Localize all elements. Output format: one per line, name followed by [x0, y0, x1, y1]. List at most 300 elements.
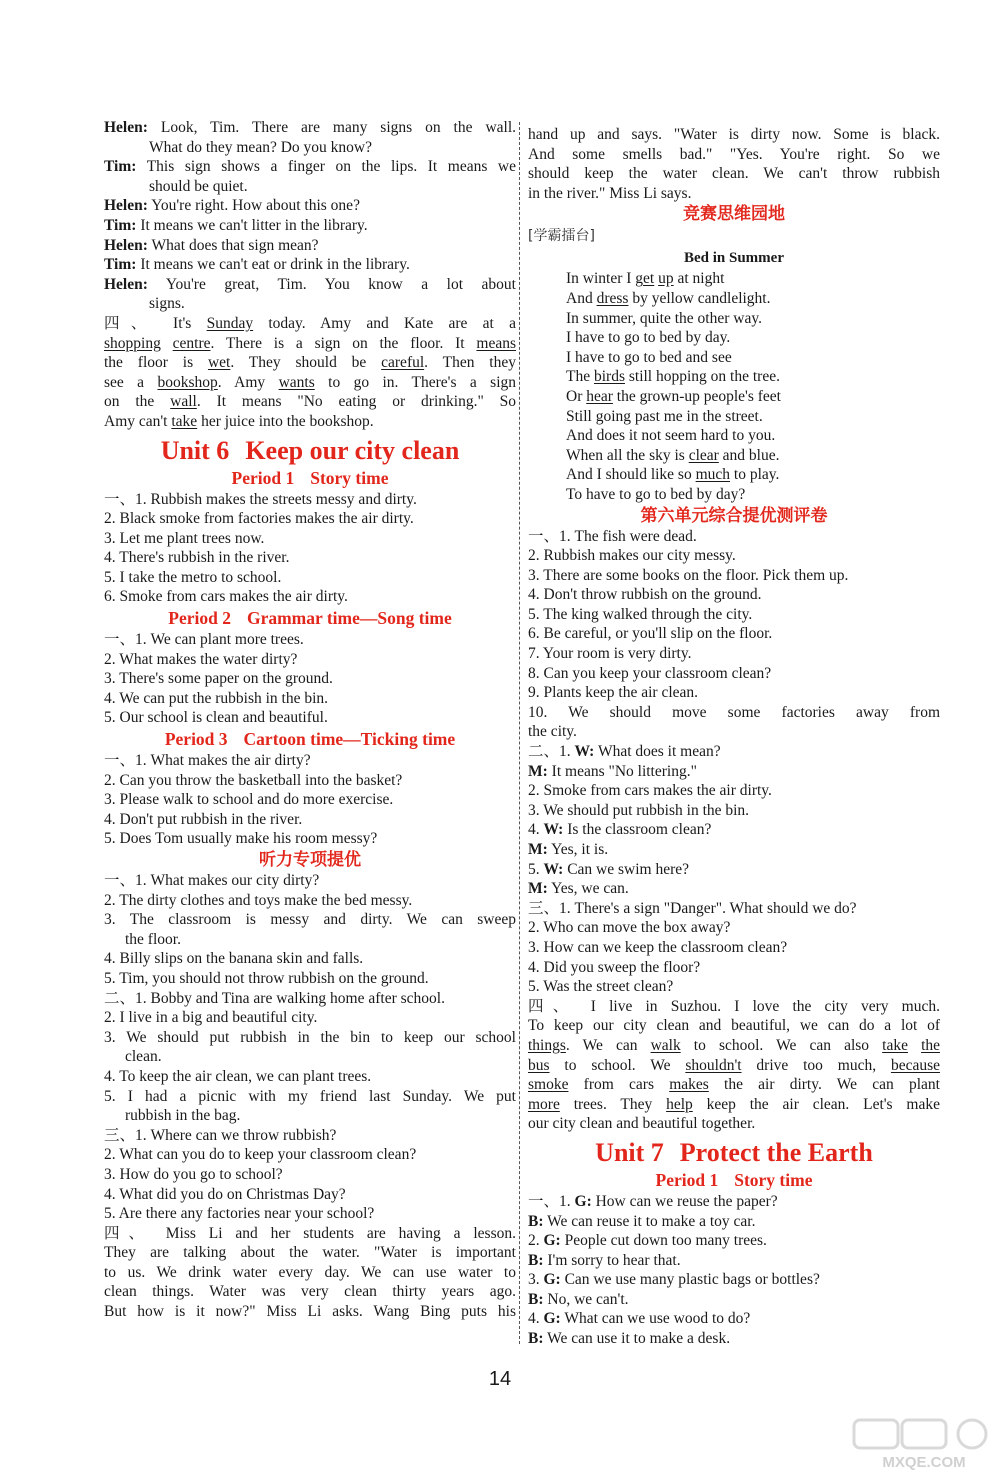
- line-text: 2. Smoke from cars makes the air dirty.: [528, 782, 772, 800]
- poem-line: [528, 328, 940, 348]
- line-text: should keep the water clean. We can't throw rubbish: [528, 165, 940, 183]
- line-text: But how is it now?" Miss Li asks. Wang Bing puts his: [104, 1303, 516, 1321]
- text-segment: to go in. There's a sign: [314, 373, 517, 391]
- line-text: It means "No littering.": [551, 762, 697, 780]
- speaker: M:: [528, 841, 548, 858]
- test-answers: [528, 527, 940, 997]
- watermark-text: MXQE.COM: [882, 1454, 966, 1470]
- answer-line: 4. We can put the rubbish in the bin.: [104, 689, 329, 707]
- underlined-word: much: [695, 466, 731, 484]
- answer-line: [104, 891, 516, 911]
- answer-line: [528, 1231, 940, 1251]
- text-segment: . We can: [565, 1036, 651, 1054]
- speaker: Helen:: [104, 236, 148, 254]
- answer-line: [528, 1309, 940, 1329]
- continued-passage: [528, 125, 940, 203]
- answer-line: [528, 644, 940, 664]
- answer-line: [104, 1087, 516, 1107]
- passage-line: [528, 1056, 940, 1076]
- line-text: 7. Your room is very dirty.: [528, 645, 692, 663]
- answer-line: [528, 722, 940, 742]
- line-text: You're right. How about this one?: [151, 197, 360, 215]
- answer-line: [528, 703, 940, 723]
- text-segment: And does it not seem hard to you.: [566, 427, 776, 445]
- underlined-word: help: [666, 1095, 693, 1113]
- underlined-word: means: [476, 334, 517, 352]
- poem-line: [528, 367, 940, 387]
- period-3-heading: Period 3 Cartoon time—Ticking time: [164, 729, 456, 750]
- contest-heading: 竞赛思维园地: [683, 204, 785, 225]
- line-text: They are talking about the water. "Water is important: [104, 1244, 516, 1262]
- passage-line: [528, 184, 940, 204]
- passage-line: [528, 997, 940, 1017]
- line-text: 一、1. What makes our city dirty?: [104, 872, 320, 889]
- text-segment: the air dirty. We can plant: [708, 1076, 940, 1094]
- line-text: 3. How do you go to school?: [104, 1165, 283, 1183]
- speaker: W:: [574, 743, 595, 761]
- answer-line: 5. Our school is clean and beautiful.: [104, 709, 328, 727]
- underlined-word: wet: [207, 354, 231, 372]
- poem-line: [528, 289, 940, 309]
- answer-line: [104, 1185, 516, 1205]
- answer-line: 一、1. Rubbish makes the streets messy and dirty.: [104, 490, 417, 508]
- line-text: You're great, Tim. You know a lot about: [165, 275, 516, 293]
- unit-7-answers: [528, 1192, 940, 1349]
- answer-line: [528, 742, 940, 762]
- speaker: M:: [528, 880, 548, 898]
- answer-line: [528, 1251, 940, 1271]
- text-segment: 四、 It's: [104, 314, 207, 332]
- line-text: 四、 Miss Li and her students are having a lesson.: [104, 1224, 516, 1242]
- underlined-word: clear: [688, 446, 719, 464]
- item-number: 一、1.: [528, 1192, 575, 1210]
- text-segment: by yellow candlelight.: [628, 289, 771, 307]
- poem-line: [528, 269, 940, 289]
- left-column: [104, 118, 516, 1322]
- text-segment: . Amy: [217, 373, 279, 391]
- speaker: G:: [543, 1271, 561, 1289]
- answer-line: [104, 1282, 516, 1302]
- line-text: 2. Who can move the box away?: [528, 919, 731, 937]
- line-text: 2. What can you do to keep your classroom clean?: [104, 1146, 417, 1164]
- text-segment: Amy can't: [104, 412, 172, 430]
- line-text: 3. We should put rubbish in the bin to keep our school: [104, 1028, 516, 1046]
- speaker: G:: [543, 1232, 561, 1250]
- text-segment: still hopping on the tree.: [624, 368, 780, 386]
- text-segment: I have to go to bed and see: [566, 348, 732, 366]
- speaker: B:: [528, 1251, 544, 1269]
- passage-four-right: [528, 997, 940, 1134]
- speaker: Tim:: [104, 256, 137, 274]
- answer-line: [528, 840, 940, 860]
- poem-line: [528, 465, 940, 485]
- answer-line: [104, 1028, 516, 1048]
- answer-line: [528, 527, 940, 547]
- answer-line: [528, 899, 940, 919]
- line-text: 4. Don't throw rubbish on the ground.: [528, 586, 762, 604]
- passage-line: [528, 1016, 940, 1036]
- underlined-word: shouldn't: [685, 1056, 742, 1074]
- text-segment: our city clean and beautiful together.: [528, 1115, 756, 1133]
- line-text: signs.: [149, 295, 185, 313]
- line-text: Yes, it is.: [551, 841, 609, 858]
- speaker: M:: [528, 762, 548, 780]
- underlined-word: more: [528, 1095, 560, 1113]
- dialogue-line: [104, 177, 516, 197]
- text-segment: Still going past me in the street.: [566, 407, 763, 425]
- line-text: the city.: [528, 723, 577, 741]
- line-text: 3. There are some books on the floor. Pick them up.: [528, 566, 849, 584]
- line-text: What can we use wood to do?: [564, 1310, 751, 1328]
- item-number: 5.: [528, 860, 544, 878]
- text-segment: And: [566, 289, 597, 307]
- line-text: 一、1. The fish were dead.: [528, 527, 697, 545]
- answer-line: [104, 1302, 516, 1322]
- passage-line: [104, 334, 516, 354]
- listening-heading: 听力专项提优: [259, 850, 361, 870]
- underlined-word: birds: [593, 368, 625, 386]
- line-text: 3. We should put rubbish in the bin.: [528, 801, 750, 819]
- line-text: in the river." Miss Li says.: [528, 184, 692, 202]
- line-text: What do they mean? Do you know?: [149, 138, 372, 156]
- line-text: This sign shows a finger on the lips. It means we: [146, 158, 516, 176]
- line-text: hand up and says. "Water is dirty now. Some is black.: [528, 126, 940, 143]
- underlined-word: take: [171, 412, 198, 430]
- dialogue-line: [104, 236, 516, 256]
- text-segment: see a: [104, 373, 158, 391]
- answer-line: [528, 781, 940, 801]
- answer-line: [528, 605, 940, 625]
- answer-line: 一、1. What makes the air dirty?: [104, 752, 311, 770]
- underlined-word: Sunday: [206, 314, 254, 332]
- poem-line: [528, 485, 940, 505]
- line-text: We can use it to make a desk.: [547, 1330, 731, 1348]
- passage-line: [104, 412, 516, 432]
- answer-line: [528, 918, 940, 938]
- line-text: 三、1. Where can we throw rubbish?: [104, 1126, 337, 1144]
- answer-line: [104, 871, 516, 891]
- line-text: 6. Be careful, or you'll slip on the floor.: [528, 625, 773, 643]
- dialogue-line: [104, 275, 516, 295]
- underlined-word: shopping: [104, 334, 161, 352]
- answer-line: 3. There's some paper on the ground.: [104, 670, 333, 688]
- line-text: 3. The classroom is messy and dirty. We can sweep: [104, 911, 516, 929]
- line-text: People cut down too many trees.: [564, 1232, 767, 1250]
- answer-line: [104, 1067, 516, 1087]
- passage-line: [528, 1095, 940, 1115]
- answer-line: 2. What makes the water dirty?: [104, 650, 298, 668]
- passage-line: [528, 145, 940, 165]
- item-number: 2.: [528, 1232, 544, 1250]
- item-number: 4.: [528, 1310, 544, 1328]
- answer-line: [528, 566, 940, 586]
- text-segment: to play.: [730, 466, 780, 484]
- answer-line: [528, 938, 940, 958]
- dialogue-line: [104, 118, 516, 138]
- column-divider: [519, 122, 520, 1344]
- text-segment: [161, 335, 173, 352]
- line-text: 2. The dirty clothes and toys make the bed messy.: [104, 891, 413, 909]
- passage-four: [104, 314, 516, 432]
- answer-line: 2. Can you throw the basketball into the basket?: [104, 771, 403, 789]
- text-segment: I have to go to bed by day.: [566, 329, 731, 347]
- text-segment: To have to go to bed by day?: [566, 485, 746, 503]
- text-segment: In winter I: [566, 270, 636, 288]
- underlined-word: things: [528, 1036, 566, 1054]
- right-column: [528, 125, 940, 1349]
- speaker: B:: [528, 1330, 544, 1348]
- underlined-word: smoke: [528, 1076, 569, 1094]
- speaker: Tim:: [104, 216, 137, 234]
- text-segment: trees. They: [559, 1095, 667, 1113]
- answer-line: 2. Black smoke from factories makes the air dirty.: [104, 510, 414, 528]
- answer-line: [528, 1192, 940, 1212]
- line-text: 4. Billy slips on the banana skin and falls.: [104, 950, 364, 968]
- text-segment: the grown-up people's feet: [612, 387, 781, 405]
- answer-line: [528, 958, 940, 978]
- period-2-answers: [104, 630, 516, 728]
- line-text: 4. To keep the air clean, we can plant trees.: [104, 1067, 372, 1085]
- test-heading: 第六单元综合提优测评卷: [640, 505, 828, 526]
- text-segment: from cars: [568, 1076, 670, 1094]
- answer-line: [528, 1270, 940, 1290]
- text-segment: Or: [566, 387, 587, 405]
- line-text: Look, Tim. There are many signs on the wall.: [160, 119, 516, 136]
- answer-line: [528, 1212, 940, 1232]
- line-text: We can reuse it to make a toy car.: [547, 1212, 756, 1230]
- text-segment: at night: [673, 270, 725, 288]
- poem: [528, 269, 940, 504]
- item-number: 二、1.: [528, 743, 575, 761]
- line-text: How can we reuse the paper?: [595, 1192, 778, 1210]
- line-text: 2. Rubbish makes our city messy.: [528, 547, 736, 565]
- poem-line: [528, 348, 940, 368]
- dialogue-line: [104, 138, 516, 158]
- answer-line: [528, 860, 940, 880]
- text-segment: The: [566, 368, 594, 386]
- period-3-answers: [104, 751, 516, 849]
- underlined-word: bookshop: [157, 373, 218, 391]
- answer-line: [528, 801, 940, 821]
- speaker: G:: [574, 1192, 592, 1210]
- line-text: Can we swim here?: [567, 860, 689, 878]
- passage-line: [104, 353, 516, 373]
- underlined-word: dress: [596, 289, 629, 307]
- text-segment: In summer, quite the other way.: [566, 309, 762, 327]
- underlined-word: wants: [278, 373, 315, 391]
- answer-line: [104, 1008, 516, 1028]
- text-segment: on the: [104, 393, 171, 411]
- answer-line: [528, 664, 940, 684]
- answer-line: 一、1. We can plant more trees.: [104, 631, 304, 649]
- poem-title: Bed in Summer: [683, 250, 784, 267]
- passage-line: [104, 392, 516, 412]
- text-segment: today. Amy and Kate are at a: [253, 314, 516, 332]
- passage-line: [528, 1114, 940, 1134]
- text-segment: . They should be: [230, 354, 382, 372]
- passage-line: [528, 125, 940, 145]
- text-segment: To keep our city clean and beautiful, we can do a lot of: [528, 1017, 940, 1035]
- text-segment: 四、 I live in Suzhou. I love the city very much.: [528, 997, 940, 1015]
- answer-line: 5. Does Tom usually make his room messy?: [104, 830, 378, 848]
- answer-line: [104, 1145, 516, 1165]
- line-text: I'm sorry to hear that.: [547, 1251, 681, 1269]
- answer-line: [528, 683, 940, 703]
- poem-line: [528, 446, 940, 466]
- text-segment: keep the air clean. Let's make: [692, 1095, 940, 1113]
- answer-line: [104, 1126, 516, 1146]
- text-segment: drive too much,: [741, 1056, 891, 1074]
- unit-7-heading: Unit 7 Protect the Earth: [595, 1137, 873, 1167]
- speaker: Tim:: [104, 158, 137, 176]
- poem-line: [528, 387, 940, 407]
- passage-line: [528, 1036, 940, 1056]
- text-segment: the floor is: [104, 354, 208, 372]
- underlined-word: makes: [669, 1076, 709, 1094]
- period-1-answers: [104, 490, 516, 608]
- underlined-word: bus: [528, 1056, 550, 1074]
- line-text: It means we can't litter in the library.: [140, 216, 368, 234]
- line-text: to us. We drink water every day. We can use water to: [104, 1263, 516, 1281]
- dialogue-line: [104, 157, 516, 177]
- line-text: 4. What did you do on Christmas Day?: [104, 1185, 346, 1203]
- answer-line: [104, 1224, 516, 1244]
- answer-line: [104, 1165, 516, 1185]
- unit-6-heading: Unit 6 Keep our city clean: [160, 435, 460, 465]
- text-segment: [908, 1037, 921, 1054]
- line-text: What does that sign mean?: [151, 236, 319, 254]
- item-number: 4.: [528, 821, 544, 839]
- underlined-word: because: [890, 1056, 940, 1074]
- speaker: B:: [528, 1290, 544, 1308]
- dialogue-block: [104, 118, 516, 314]
- line-text: 5. Are there any factories near your school?: [104, 1205, 375, 1223]
- line-text: 5. The king walked through the city.: [528, 605, 753, 623]
- line-text: What does it mean?: [597, 743, 721, 761]
- speaker: W:: [543, 821, 564, 839]
- answer-line: 3. Let me plant trees now.: [104, 529, 265, 547]
- answer-line: 4. Don't put rubbish in the river.: [104, 810, 303, 828]
- line-text: 9. Plants keep the air clean.: [528, 684, 699, 702]
- text-segment: And I should like so: [566, 466, 696, 484]
- speaker: Helen:: [104, 119, 148, 136]
- listening-answers: [104, 871, 516, 1322]
- answer-line: [104, 1263, 516, 1283]
- underlined-word: walk: [650, 1036, 681, 1054]
- answer-line: [104, 930, 516, 950]
- answer-line: [528, 820, 940, 840]
- answer-line: [528, 977, 940, 997]
- line-text: rubbish in the bag.: [125, 1107, 241, 1125]
- text-segment: and blue.: [718, 446, 780, 464]
- speaker: G:: [543, 1310, 561, 1328]
- answer-line: [528, 624, 940, 644]
- answer-line: [104, 1243, 516, 1263]
- answer-line: [104, 1204, 516, 1224]
- passage-line: [528, 1075, 940, 1095]
- underlined-word: the: [921, 1036, 940, 1054]
- answer-line: 3. Please walk to school and do more exercise.: [104, 791, 394, 809]
- answer-line: 5. I take the metro to school.: [104, 568, 282, 586]
- text-segment: . Then they: [424, 354, 516, 372]
- speaker: Helen:: [104, 197, 148, 215]
- text-segment: to school. We: [549, 1056, 686, 1074]
- dialogue-line: [104, 255, 516, 275]
- page-number: 14: [488, 1368, 512, 1390]
- line-text: 5. I had a picnic with my friend last Sunday. We put: [104, 1087, 516, 1105]
- line-text: Yes, we can.: [551, 880, 629, 898]
- line-text: the floor.: [125, 930, 181, 948]
- line-text: clean.: [125, 1048, 162, 1066]
- passage-line: [528, 164, 940, 184]
- answer-line: [528, 762, 940, 782]
- passage-line: [104, 373, 516, 393]
- answer-line: 4. There's rubbish in the river.: [104, 549, 290, 567]
- answer-line: 6. Smoke from cars makes the air dirty.: [104, 588, 348, 606]
- text-segment: When all the sky is: [566, 446, 689, 464]
- answer-line: [104, 910, 516, 930]
- underlined-word: get: [635, 270, 655, 288]
- line-text: should be quiet.: [149, 177, 248, 195]
- answer-line: [104, 1047, 516, 1067]
- line-text: 10. We should move some factories away from: [528, 703, 940, 721]
- speaker: W:: [543, 860, 564, 878]
- answer-line: [104, 969, 516, 989]
- poem-line: [528, 309, 940, 329]
- line-text: 3. How can we keep the classroom clean?: [528, 938, 788, 956]
- line-text: 三、1. There's a sign "Danger". What should we do?: [528, 899, 857, 917]
- line-text: 2. I live in a big and beautiful city.: [104, 1009, 318, 1027]
- period-1-heading: Period 1 Story time: [231, 467, 389, 488]
- underlined-word: wall: [170, 393, 197, 411]
- answer-line: [104, 989, 516, 1009]
- watermark-logo: [852, 1418, 997, 1470]
- line-text: Is the classroom clean?: [567, 821, 712, 839]
- line-text: Can we use many plastic bags or bottles?: [564, 1271, 820, 1289]
- line-text: And some smells bad." "Yes. You're right. So we: [528, 145, 940, 163]
- dialogue-line: [104, 294, 516, 314]
- line-text: 8. Can you keep your classroom clean?: [528, 664, 772, 682]
- line-text: clean things. Water was very clean thirty years ago.: [104, 1283, 516, 1301]
- underlined-word: hear: [586, 387, 613, 405]
- poem-line: [528, 426, 940, 446]
- speaker: Helen:: [104, 275, 148, 293]
- text-segment: to school. We can also: [680, 1036, 883, 1054]
- underlined-word: centre: [172, 334, 211, 352]
- line-text: 5. Was the street clean?: [528, 978, 674, 996]
- line-text: No, we can't.: [547, 1290, 629, 1308]
- underlined-word: up: [658, 270, 674, 288]
- text-segment: . There is a sign on the floor. It: [210, 334, 477, 352]
- line-text: It means we can't eat or drink in the library.: [140, 256, 410, 274]
- speaker: B:: [528, 1212, 544, 1230]
- line-text: 4. Did you sweep the floor?: [528, 958, 701, 976]
- unit-7-period-1-heading: Period 1 Story time: [655, 1169, 813, 1190]
- text-segment: her juice into the bookshop.: [197, 412, 374, 430]
- period-2-heading: Period 2 Grammar time—Song time: [168, 608, 452, 629]
- text-segment: . It means "No eating or drinking." So: [196, 393, 517, 411]
- poem-line: [528, 407, 940, 427]
- item-number: 3.: [528, 1271, 544, 1289]
- underlined-word: careful: [381, 354, 425, 372]
- line-text: 二、1. Bobby and Tina are walking home after school.: [104, 989, 445, 1007]
- answer-line: [528, 879, 940, 899]
- passage-line: [104, 314, 516, 334]
- answer-line: [528, 546, 940, 566]
- answer-line: [528, 1329, 940, 1349]
- answer-line: [104, 1106, 516, 1126]
- answer-line: [104, 949, 516, 969]
